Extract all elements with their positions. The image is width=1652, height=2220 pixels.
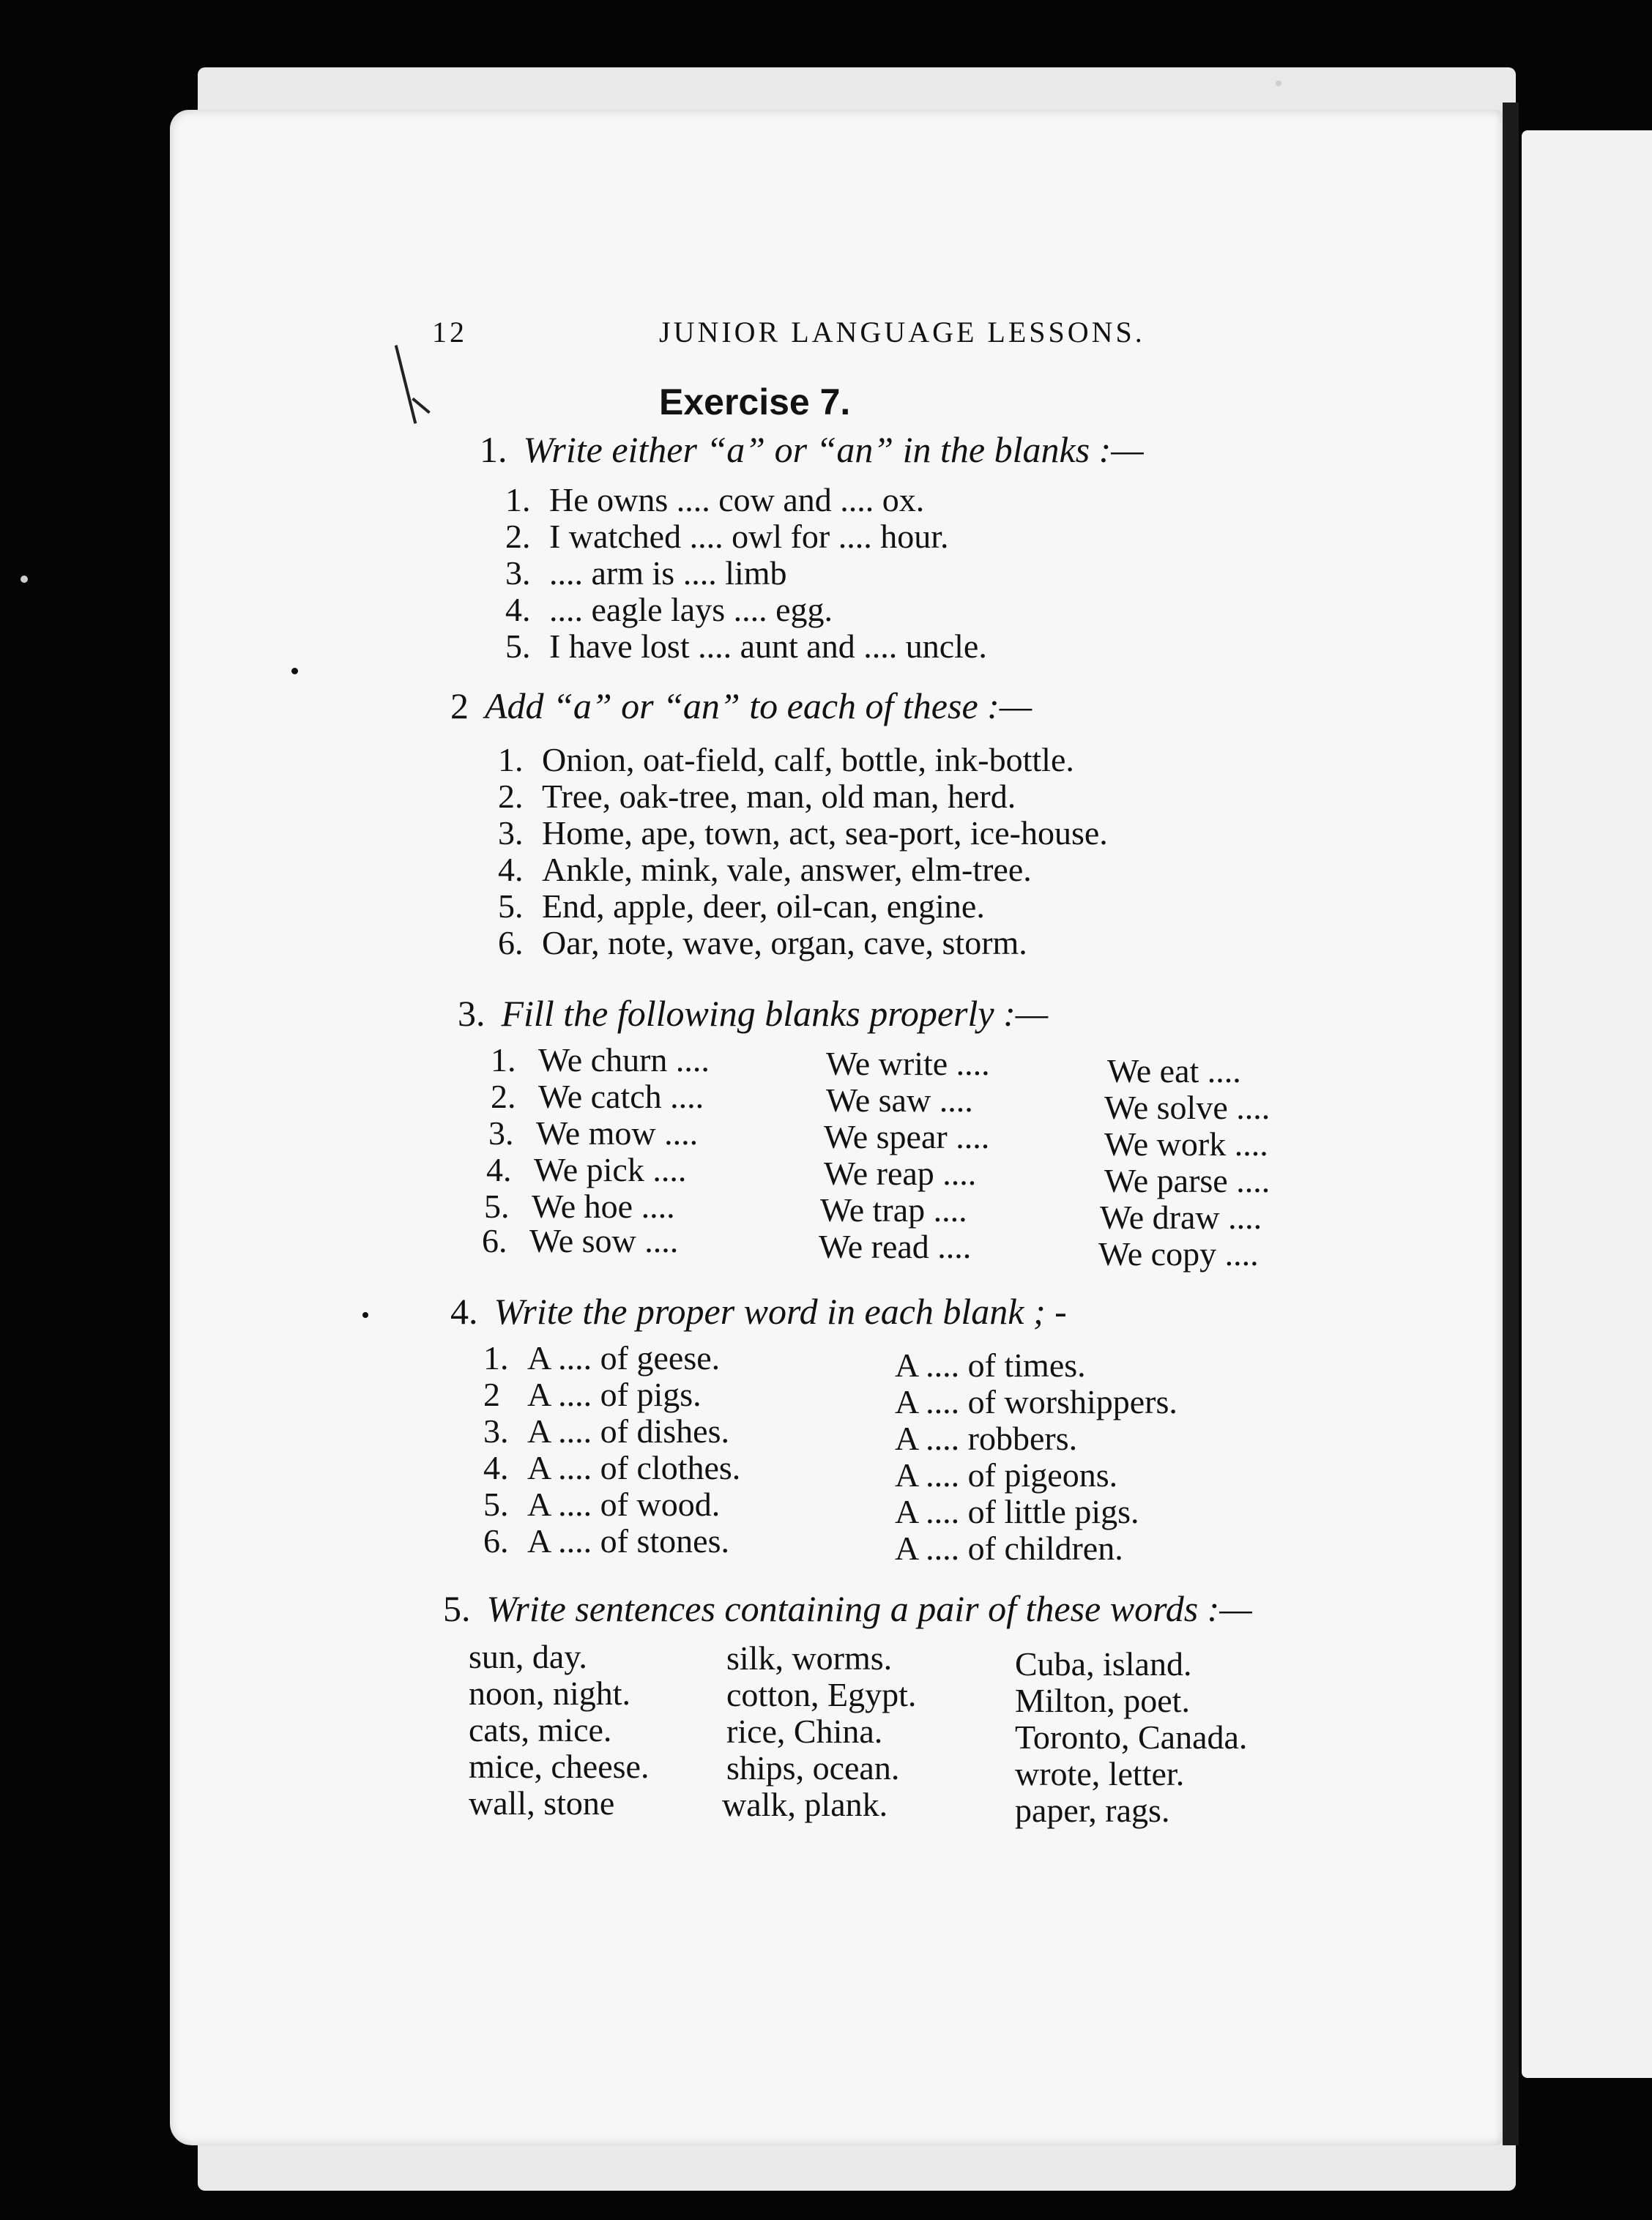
section-number: 2 (450, 685, 469, 726)
row-number: 1. (491, 1041, 516, 1079)
table-cell: We pick .... (534, 1151, 687, 1188)
row-number: 4. (483, 1449, 509, 1486)
table-cell: We churn .... (538, 1041, 710, 1079)
list-item: 6. Oar, note, wave, organ, cave, storm. (498, 924, 1027, 961)
list-item: 1. He owns .... cow and .... ox. (505, 481, 925, 518)
word-pair: silk, worms. (726, 1639, 893, 1677)
table-cell: A .... of times. (895, 1346, 1086, 1384)
table-cell: We catch .... (538, 1078, 704, 1115)
table-cell: A .... of stones. (527, 1522, 729, 1560)
running-head: JUNIOR LANGUAGE LESSONS. (659, 316, 1145, 349)
table-cell: A .... of worshippers. (895, 1383, 1177, 1420)
section-number: 4. (450, 1291, 478, 1332)
table-cell: We spear .... (824, 1118, 990, 1155)
word-pair: paper, rags. (1015, 1792, 1170, 1829)
section-4-instruction (450, 1290, 1067, 1333)
list-item: 5. I have lost .... aunt and .... uncle. (505, 627, 987, 665)
facing-page-edge (1522, 130, 1652, 2078)
section-3-instruction (458, 992, 1048, 1035)
word-pair: mice, cheese. (469, 1748, 650, 1785)
table-cell: We eat .... (1107, 1052, 1241, 1089)
instruction-text: Add “a” or “an” to each of these :— (485, 685, 1032, 726)
row-number: 5. (483, 1486, 509, 1523)
table-cell: A .... of dishes. (527, 1412, 729, 1450)
row-number: 6. (482, 1222, 507, 1259)
row-number: 2. (491, 1078, 516, 1115)
exercise-title: Exercise 7. (659, 381, 851, 422)
row-number: 4. (486, 1151, 512, 1188)
table-cell: We copy .... (1098, 1235, 1259, 1273)
section-1-instruction (480, 428, 1144, 471)
scan-speck (21, 576, 28, 583)
table-cell: We reap .... (824, 1155, 977, 1192)
section-number: 1. (480, 429, 507, 470)
table-cell: A .... of pigeons. (895, 1456, 1118, 1494)
table-cell: We work .... (1104, 1125, 1268, 1163)
list-item: 4. .... eagle lays .... egg. (505, 591, 833, 628)
table-cell: We solve .... (1104, 1089, 1270, 1126)
table-cell: We saw .... (826, 1081, 973, 1119)
book-gutter (1503, 103, 1519, 2145)
word-pair: cats, mice. (469, 1711, 612, 1748)
word-pair: cotton, Egypt. (726, 1676, 917, 1713)
row-number: 5. (484, 1188, 510, 1225)
list-item: 5. End, apple, deer, oil-can, engine. (498, 887, 985, 925)
table-cell: We write .... (826, 1045, 990, 1082)
list-item: 1. Onion, oat-field, calf, bottle, ink-bottle. (498, 741, 1074, 778)
instruction-text: Write the proper word in each blank ; - (494, 1291, 1067, 1332)
word-pair: ships, ocean. (726, 1749, 900, 1787)
table-cell: We sow .... (529, 1222, 679, 1259)
list-item: 2. I watched .... owl for .... hour. (505, 518, 949, 555)
table-cell: We trap .... (820, 1191, 967, 1229)
scan-speck (1276, 81, 1281, 86)
table-cell: A .... of geese. (527, 1339, 721, 1377)
table-cell: A .... of wood. (527, 1486, 721, 1523)
scan-speck (291, 668, 298, 674)
word-pair: Cuba, island. (1015, 1645, 1192, 1683)
row-number: 3. (483, 1412, 509, 1450)
table-cell: A .... of pigs. (527, 1376, 702, 1413)
table-cell: A .... of clothes. (527, 1449, 741, 1486)
row-number: 2 (483, 1376, 500, 1413)
list-item: 2. Tree, oak-tree, man, old man, herd. (498, 778, 1016, 815)
word-pair: walk, plank. (722, 1786, 888, 1823)
word-pair: sun, day. (469, 1638, 587, 1675)
instruction-text: Write sentences containing a pair of these words :— (486, 1588, 1252, 1629)
list-item: 4. Ankle, mink, vale, answer, elm-tree. (498, 851, 1032, 888)
word-pair: noon, night. (469, 1675, 631, 1712)
table-cell: We draw .... (1100, 1199, 1262, 1236)
list-item: 3. Home, ape, town, act, sea-port, ice-house. (498, 814, 1108, 852)
row-number: 1. (483, 1339, 509, 1377)
list-item: 3. .... arm is .... limb (505, 554, 787, 592)
table-cell: A .... of children. (895, 1530, 1123, 1567)
page-number: 12 (432, 316, 467, 349)
table-cell: A .... of little pigs. (895, 1493, 1139, 1530)
section-number: 3. (458, 993, 485, 1034)
table-cell: We read .... (819, 1228, 972, 1265)
word-pair: Toronto, Canada. (1015, 1718, 1248, 1756)
word-pair: wall, stone (469, 1784, 615, 1822)
table-cell: A .... robbers. (895, 1420, 1078, 1457)
instruction-text: Write either “a” or “an” in the blanks :— (523, 429, 1144, 470)
page-header (432, 315, 1164, 359)
section-number: 5. (443, 1588, 471, 1629)
table-cell: We hoe .... (532, 1188, 675, 1225)
section-5-instruction (443, 1587, 1252, 1630)
table-cell: We parse .... (1104, 1162, 1270, 1199)
section-2-instruction (450, 685, 1032, 727)
word-pair: rice, China. (726, 1713, 883, 1750)
word-pair: Milton, poet. (1015, 1682, 1190, 1719)
row-number: 3. (488, 1114, 514, 1152)
table-cell: We mow .... (536, 1114, 699, 1152)
word-pair: wrote, letter. (1015, 1755, 1185, 1792)
instruction-text: Fill the following blanks properly :— (501, 993, 1049, 1034)
scan-speck (362, 1312, 368, 1318)
row-number: 6. (483, 1522, 509, 1560)
